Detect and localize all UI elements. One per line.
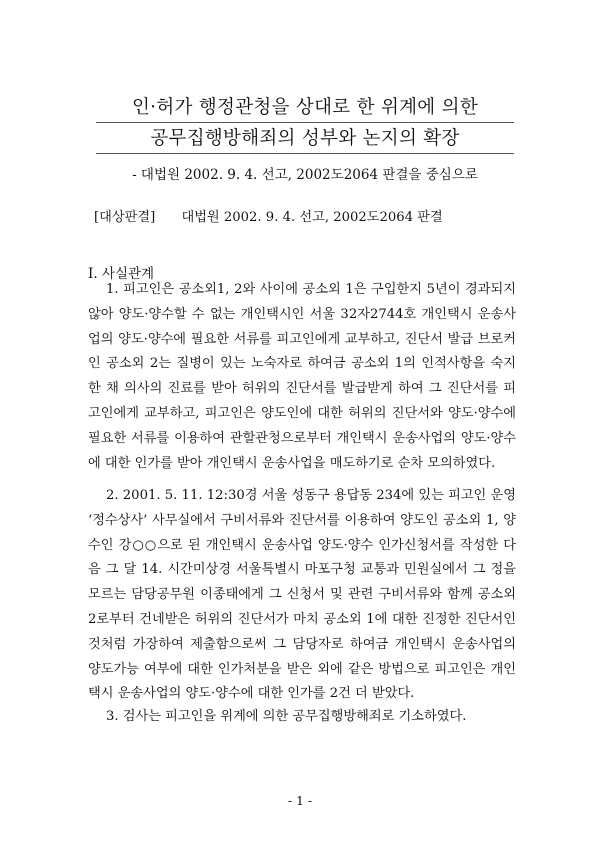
paragraph-2: 2. 2001. 5. 11. 12:30경 서울 성동구 용답동 234에 있는 피고인 운영 ‘정수상사’ 사무실에서 구비서류와 진단서를 이용하여 양도인 공소외 1, 양수인 강○○으로 된 개인택시 운송사업 양도·양수 인가신청서를 작성한 다음 그 달 14. 시간미상경 서울특별시 마포구청 교통과 민원실에서 그 정을 모르는 담당공무원 이종태에게 그 신청서 및 관련 구비서류와 함께 공소외 2로부터 건네받은 허위의 진단서가 마치 공소외 1에 대한 진정한 진단서인 것처럼 가장하여 제출함으로써 그 담당자로 하여금 개인택시 운송사업의 양도가능 여부에 대한 인가처분을 받은 외에 같은 방법으로 피고인은 개인택시 운송사업의 양도·양수에 대한 인가를 2건 더 받았다. bbox=[88, 488, 516, 702]
case-reference-label: [대상판결] bbox=[94, 210, 156, 225]
title-underline-1 bbox=[96, 122, 514, 123]
section-heading: I. 사실관계 bbox=[88, 266, 155, 282]
paragraph-1: 1. 피고인은 공소외1, 2와 사이에 공소외 1은 구입한지 5년이 경과되지 않아 양도·양수할 수 없는 개인택시인 서울 32자2744호 개인택시 운송사업의 양도·양수에 필요한 서류를 피고인에게 교부하고, 진단서 발급 브로커인 공소외 2는 질병이 있는 노숙자로 하여금 공소외 1의 인적사항을 숙지한 채 의사의 진료를 받아 허위의 진단서를 발급받게 하여 그 진단서를 피고인에게 교부하고, 피고인은 양도인에 대한 허위의 진단서와 양도·양수에 필요한 서류를 이용하여 관할관청으로부터 개인택시 운송사업의 양도·양수에 대한 인가를 받아 개인택시 운송사업을 매도하기로 순차 모의하였다. bbox=[88, 282, 516, 471]
page-number: - 1 - bbox=[287, 793, 313, 808]
title-line-2: 공무집행방해죄의 성부와 논지의 확장 bbox=[150, 128, 460, 149]
title-underline-2 bbox=[96, 153, 514, 154]
case-reference-value: 대법원 2002. 9. 4. 선고, 2002도2064 판결 bbox=[181, 210, 443, 225]
subtitle: - 대법원 2002. 9. 4. 선고, 2002도2064 판결을 중심으로 bbox=[132, 167, 478, 183]
case-reference bbox=[94, 206, 443, 225]
title-line-1: 인·허가 행정관청을 상대로 한 위계에 의한 bbox=[132, 97, 478, 118]
paragraph-3: 3. 검사는 피고인을 위계에 의한 공무집행방해죄로 기소하였다. bbox=[106, 709, 467, 724]
